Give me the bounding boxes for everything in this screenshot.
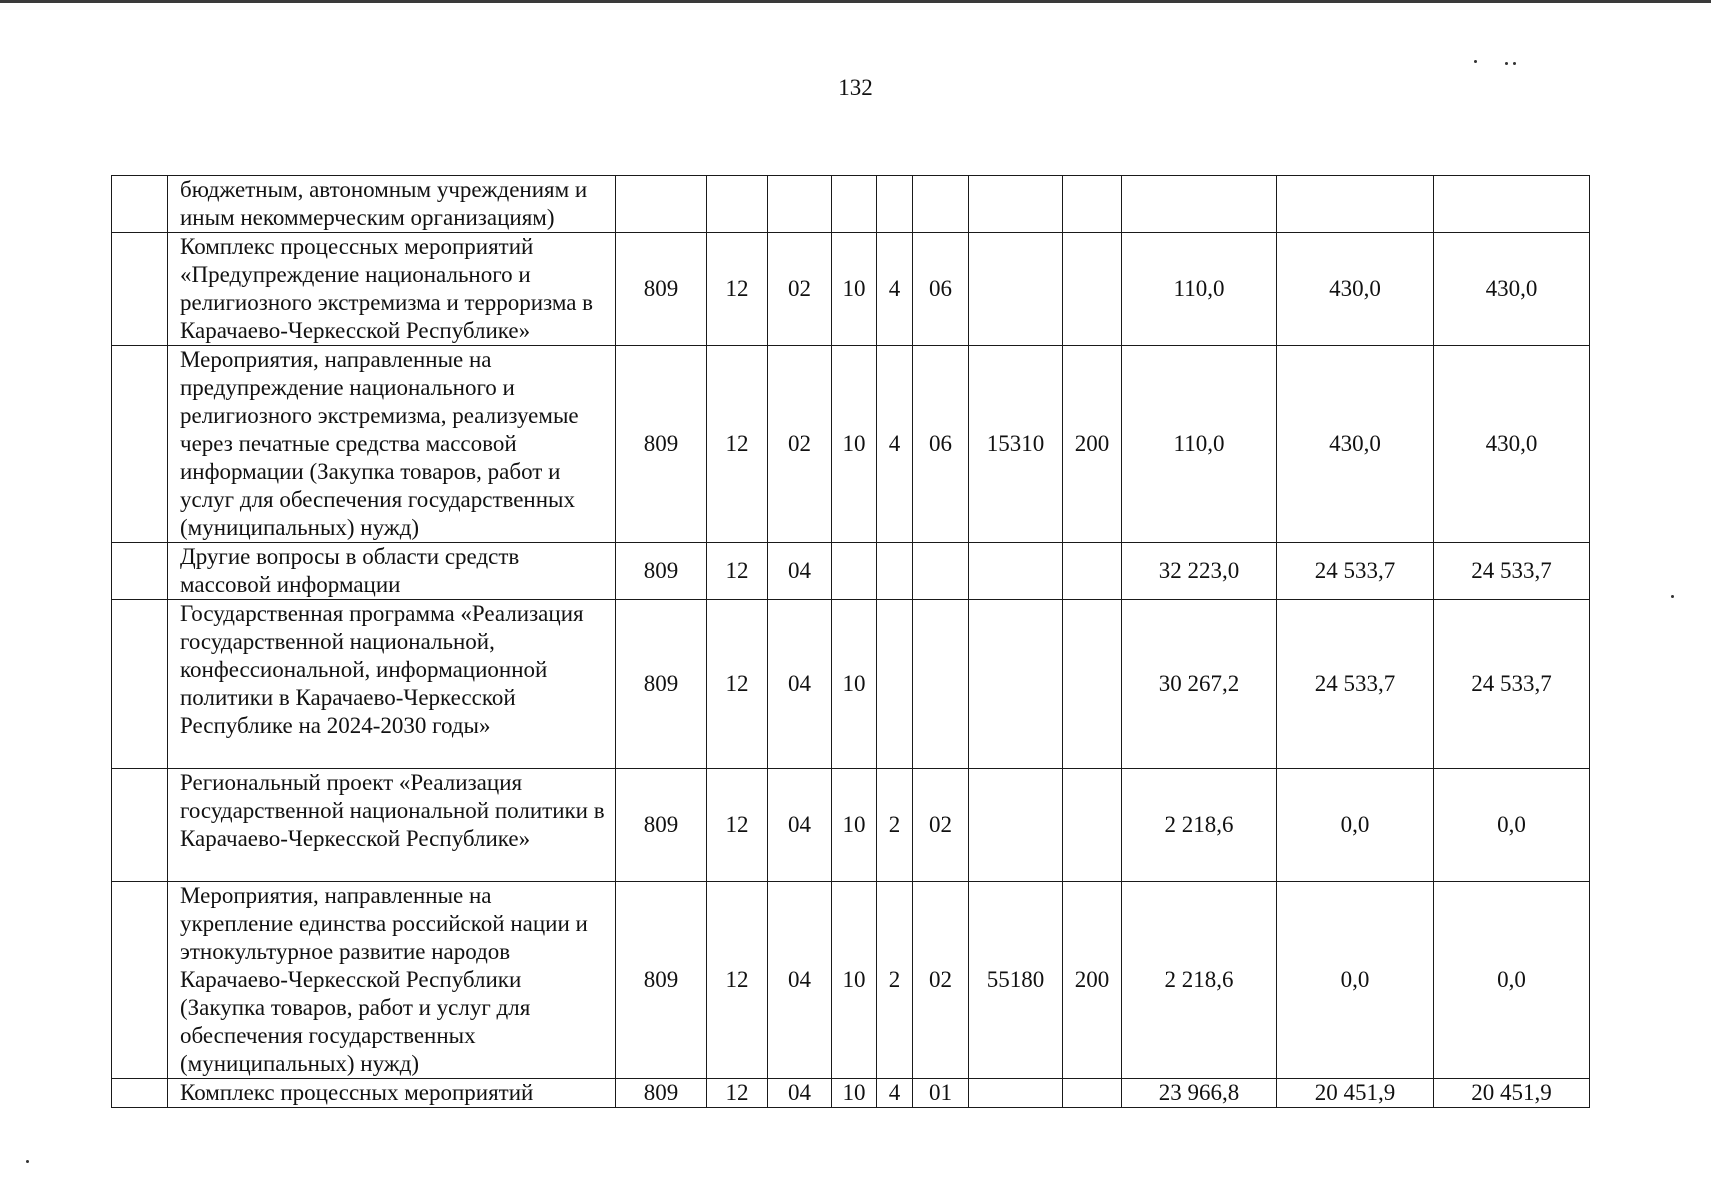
amount-year-3-cell: 24 533,7 [1434,543,1590,600]
scan-speck [1474,60,1477,63]
row-name-cell: Комплекс процессных мероприятий «Предупреждение национального и религиозного экстремизма и терроризма в Карачаево-Черкесской Республике» [168,233,616,346]
section-code-cell: 12 [707,346,768,543]
type-code-cell: 2 [877,769,913,882]
type-code-cell [877,543,913,600]
amount-year-2-cell: 0,0 [1277,769,1434,882]
direction-code-cell [969,769,1063,882]
amount-year-1-cell: 2 218,6 [1122,882,1277,1079]
section-code-cell: 12 [707,543,768,600]
amount-year-2-cell: 430,0 [1277,346,1434,543]
expense-type-cell: 200 [1063,882,1122,1079]
scan-speck [1505,62,1508,65]
section-code-cell: 12 [707,769,768,882]
row-name-cell: бюджетным, автономным учреждениям и иным некоммерческим организациям) [168,176,616,233]
row-index-cell [112,1079,168,1108]
row-index-cell [112,346,168,543]
row-name-cell: Мероприятия, направленные на предупреждение национального и религиозного экстремизма, реализуемые через печатные средства массовой информации (Закупка товаров, работ и услуг для обеспечения государственных (муниципальных) нужд) [168,346,616,543]
program-code-cell: 10 [832,769,877,882]
ved-code-cell: 809 [616,882,707,1079]
structure-code-cell: 06 [913,233,969,346]
direction-code-cell [969,600,1063,769]
expense-type-cell [1063,543,1122,600]
amount-year-1-cell: 32 223,0 [1122,543,1277,600]
ved-code-cell: 809 [616,600,707,769]
expense-type-cell [1063,600,1122,769]
amount-year-2-cell: 430,0 [1277,233,1434,346]
expense-type-cell [1063,1079,1122,1108]
scan-speck [1671,595,1674,598]
scan-speck [26,1160,29,1163]
table-row [112,882,1590,1079]
row-index-cell [112,600,168,769]
direction-code-cell: 55180 [969,882,1063,1079]
structure-code-cell [913,543,969,600]
row-index-cell [112,882,168,1079]
table-row [112,600,1590,769]
amount-year-3-cell: 0,0 [1434,769,1590,882]
program-code-cell: 10 [832,600,877,769]
table-row [112,176,1590,233]
row-name-cell: Комплекс процессных мероприятий [168,1079,616,1108]
section-code-cell: 12 [707,233,768,346]
type-code-cell [877,600,913,769]
row-name-cell: Государственная программа «Реализация государственной национальной, конфессиональной, информационной политики в Карачаево-Черкесской Республике на 2024-2030 годы» [168,600,616,769]
expense-type-cell [1063,176,1122,233]
type-code-cell [877,176,913,233]
direction-code-cell [969,233,1063,346]
budget-table [111,175,1590,1108]
expense-type-cell [1063,233,1122,346]
table-row [112,1079,1590,1108]
program-code-cell: 10 [832,882,877,1079]
amount-year-1-cell: 110,0 [1122,346,1277,543]
structure-code-cell [913,600,969,769]
structure-code-cell: 02 [913,882,969,1079]
table-row [112,543,1590,600]
row-name-cell: Региональный проект «Реализация государственной национальной политики в Карачаево-Черкесской Республике» [168,769,616,882]
type-code-cell: 4 [877,346,913,543]
table-row [112,346,1590,543]
amount-year-2-cell: 0,0 [1277,882,1434,1079]
section-code-cell: 12 [707,600,768,769]
subsection-code-cell: 02 [768,346,832,543]
amount-year-2-cell [1277,176,1434,233]
program-code-cell: 10 [832,1079,877,1108]
row-index-cell [112,233,168,346]
subsection-code-cell: 04 [768,543,832,600]
amount-year-3-cell: 20 451,9 [1434,1079,1590,1108]
amount-year-2-cell: 20 451,9 [1277,1079,1434,1108]
row-name-cell: Мероприятия, направленные на укрепление единства российской нации и этнокультурное развитие народов Карачаево-Черкесской Республики (Закупка товаров, работ и услуг для обеспечения государственных (муниципальных) нужд) [168,882,616,1079]
amount-year-3-cell: 430,0 [1434,346,1590,543]
structure-code-cell: 06 [913,346,969,543]
subsection-code-cell: 04 [768,1079,832,1108]
ved-code-cell: 809 [616,1079,707,1108]
program-code-cell [832,176,877,233]
row-index-cell [112,176,168,233]
ved-code-cell: 809 [616,543,707,600]
type-code-cell: 4 [877,1079,913,1108]
amount-year-3-cell: 24 533,7 [1434,600,1590,769]
subsection-code-cell: 04 [768,769,832,882]
subsection-code-cell [768,176,832,233]
subsection-code-cell: 04 [768,882,832,1079]
expense-type-cell [1063,769,1122,882]
type-code-cell: 2 [877,882,913,1079]
table-row [112,769,1590,882]
ved-code-cell: 809 [616,233,707,346]
amount-year-1-cell: 2 218,6 [1122,769,1277,882]
amount-year-1-cell: 23 966,8 [1122,1079,1277,1108]
ved-code-cell: 809 [616,769,707,882]
subsection-code-cell: 04 [768,600,832,769]
amount-year-1-cell [1122,176,1277,233]
amount-year-2-cell: 24 533,7 [1277,543,1434,600]
ved-code-cell: 809 [616,346,707,543]
section-code-cell: 12 [707,882,768,1079]
scan-top-edge [0,0,1711,3]
structure-code-cell: 02 [913,769,969,882]
direction-code-cell [969,543,1063,600]
row-name-cell: Другие вопросы в области средств массовой информации [168,543,616,600]
scan-speck [1513,62,1516,65]
amount-year-1-cell: 110,0 [1122,233,1277,346]
direction-code-cell [969,1079,1063,1108]
direction-code-cell: 15310 [969,346,1063,543]
amount-year-3-cell: 430,0 [1434,233,1590,346]
program-code-cell: 10 [832,346,877,543]
amount-year-1-cell: 30 267,2 [1122,600,1277,769]
ved-code-cell [616,176,707,233]
program-code-cell [832,543,877,600]
page-number: 132 [838,75,873,100]
subsection-code-cell: 02 [768,233,832,346]
amount-year-3-cell: 0,0 [1434,882,1590,1079]
table-row [112,233,1590,346]
amount-year-2-cell: 24 533,7 [1277,600,1434,769]
section-code-cell: 12 [707,1079,768,1108]
direction-code-cell [969,176,1063,233]
structure-code-cell: 01 [913,1079,969,1108]
row-index-cell [112,543,168,600]
expense-type-cell: 200 [1063,346,1122,543]
program-code-cell: 10 [832,233,877,346]
row-index-cell [112,769,168,882]
type-code-cell: 4 [877,233,913,346]
amount-year-3-cell [1434,176,1590,233]
structure-code-cell [913,176,969,233]
section-code-cell [707,176,768,233]
